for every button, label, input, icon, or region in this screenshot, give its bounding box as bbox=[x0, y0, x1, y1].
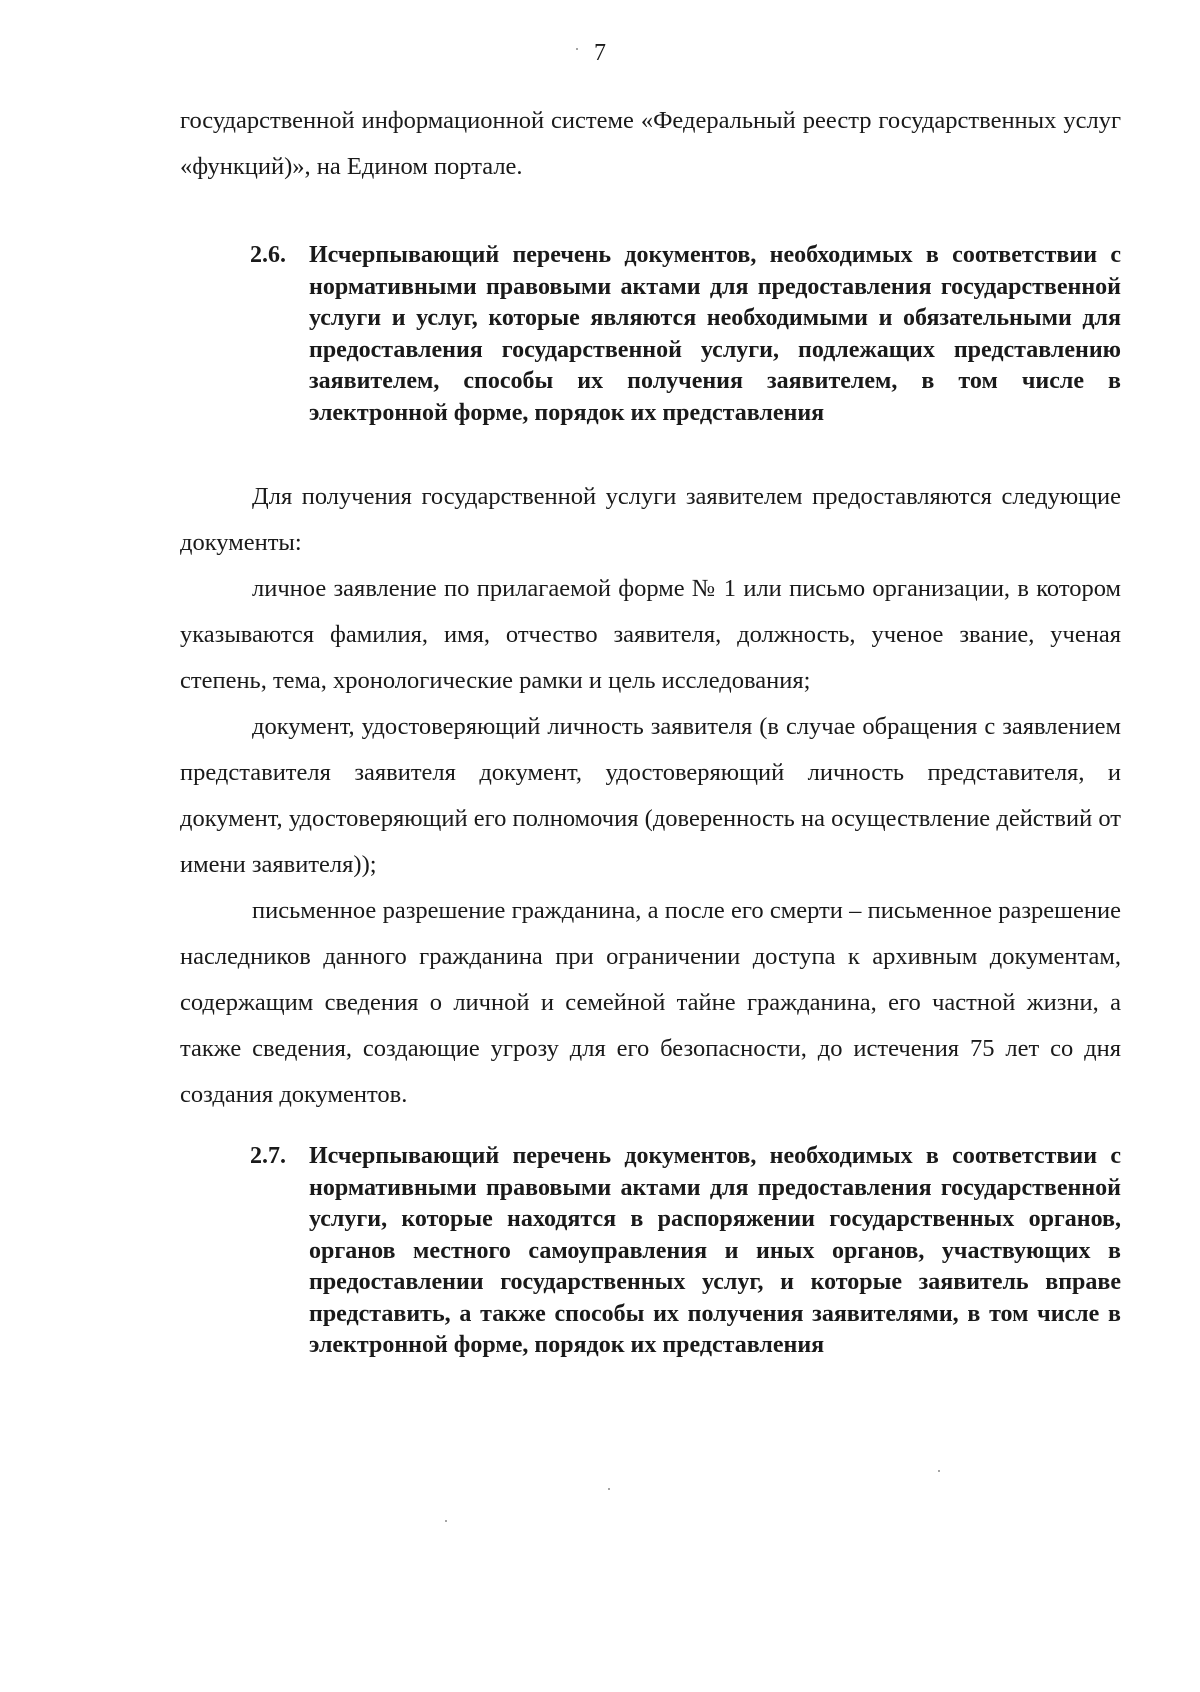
page-number: 7 bbox=[594, 40, 606, 66]
section-2-6-heading bbox=[250, 240, 1121, 429]
section-2-7-heading bbox=[250, 1141, 1121, 1362]
continuation-paragraph: государственной информационной системе «Федеральный реестр государственных услуг «функций)», на Едином портале. bbox=[180, 107, 1121, 180]
scan-speck bbox=[938, 1470, 940, 1472]
scan-speck bbox=[576, 48, 578, 50]
body-paragraph: личное заявление по прилагаемой форме № 1 или письмо организации, в котором указываются фамилия, имя, отчество заявителя, должность, ученое звание, ученая степень, тема, хронологические рамки и цель исследования; bbox=[180, 575, 1121, 694]
section-2-7-number: 2.7. bbox=[250, 1143, 286, 1169]
body-paragraph: Для получения государственной услуги заявителем предоставляются следующие документы: bbox=[180, 483, 1121, 556]
section-2-6-body bbox=[180, 474, 1121, 1118]
scan-speck bbox=[608, 1488, 610, 1490]
section-2-7-title: Исчерпывающий перечень документов, необходимых в соответствии с нормативными правовыми актами для предоставления государственной услуги, которые находятся в распоряжении государственных органов, органов местного самоуправления и иных органов, участвующих в предоставлении государственных услуг, и которые заявитель вправе представить, а также способы их получения заявителями, в том числе в электронной форме, порядок их представления bbox=[309, 1143, 1121, 1358]
section-2-6-title: Исчерпывающий перечень документов, необходимых в соответствии с нормативными правовыми актами для предоставления государственной услуги и услуг, которые являются необходимыми и обязательными для предоставления государственной услуги, подлежащих представлению заявителем, способы их получения заявителем, в том числе в электронной форме, порядок их представления bbox=[309, 242, 1121, 426]
continuation-text-block bbox=[180, 98, 1121, 190]
body-paragraph: документ, удостоверяющий личность заявителя (в случае обращения с заявлением представителя заявителя документ, удостоверяющий личность представителя, и документ, удостоверяющий его полномочия (доверенность на осуществление действий от имени заявителя)); bbox=[180, 713, 1121, 878]
body-paragraph: письменное разрешение гражданина, а после его смерти – письменное разрешение наследников данного гражданина при ограничении доступа к архивным документам, содержащим сведения о личной и семейной тайне гражданина, его частной жизни, а также сведения, создающие угрозу для его безопасности, до истечения 75 лет со дня создания документов. bbox=[180, 897, 1121, 1108]
section-2-6-number: 2.6. bbox=[250, 242, 286, 268]
scan-speck bbox=[445, 1520, 447, 1522]
